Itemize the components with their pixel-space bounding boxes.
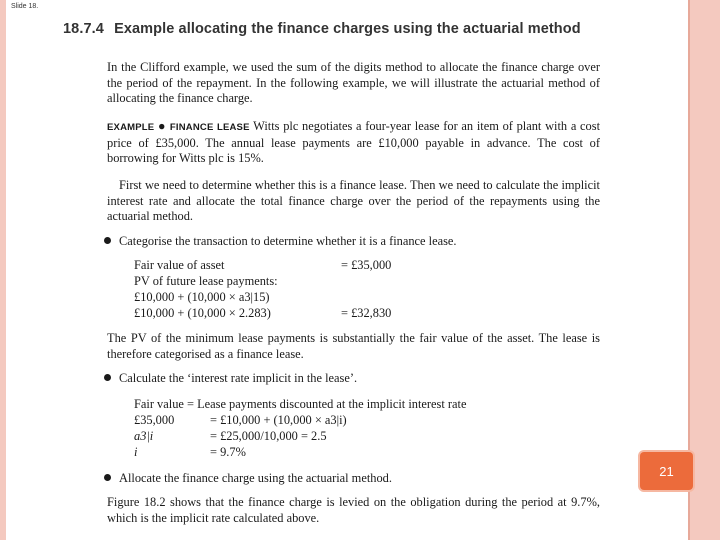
example-subject: FINANCE LEASE	[169, 122, 250, 133]
page-number-badge	[640, 452, 693, 490]
figure-paragraph: Figure 18.2 shows that the finance charge is levied on the obligation during the period at 9.7%, which is the implicit rate calculated above.	[107, 495, 600, 525]
calc2-row3-left: i	[134, 445, 138, 459]
calc-fair-value-label: Fair value of asset	[134, 258, 225, 272]
bullet-allocate-text: Allocate the finance charge using the actuarial method.	[119, 471, 392, 485]
bullet-calculate-text: Calculate the ‘interest rate implicit in the lease’.	[119, 371, 358, 385]
bullet-icon	[104, 474, 111, 481]
example-text: Witts plc negotiates a four-year lease for an item of plant with a cost price of £35,000. The annual lease payments are £10,000 payable in advance. The cost of borrowing for Witts plc is 15%.	[107, 119, 601, 166]
calc2-row3-right: = 9.7%	[210, 445, 246, 459]
calc-pv-line2: £10,000 + (10,000 × 2.283)	[134, 306, 271, 320]
bullet-calculate	[104, 371, 599, 387]
section-number: 18.7.4	[63, 21, 104, 37]
example-bullet-icon: ●	[158, 119, 167, 133]
calc-pv-line1: £10,000 + (10,000 × a3|15)	[134, 290, 270, 304]
calc2-header: Fair value = Lease payments discounted at the implicit interest rate	[134, 397, 467, 411]
scanned-page	[40, 0, 610, 540]
bullet-allocate	[104, 471, 599, 487]
calc-pv-value: = £32,830	[341, 306, 392, 320]
intro-paragraph: In the Clifford example, we used the sum of the digits method to allocate the finance charge over the period of the repayment. In the following example, we will illustrate the actuarial method of allocating the finance charge.	[107, 60, 600, 106]
bullet-categorise	[104, 234, 599, 250]
calc2-row1-left: £35,000	[134, 413, 175, 427]
calc-pv-label: PV of future lease payments:	[134, 274, 278, 288]
slide-label: Slide 18.	[11, 3, 39, 10]
page-number: 21	[659, 463, 674, 479]
example-paragraph	[107, 119, 600, 167]
bullet-icon	[104, 237, 111, 244]
example-label: EXAMPLE	[107, 122, 155, 133]
bullet-icon	[104, 374, 111, 381]
right-border-bar	[690, 0, 720, 540]
section-heading	[63, 21, 581, 37]
bullet-categorise-text: Categorise the transaction to determine whether it is a finance lease.	[119, 234, 457, 248]
left-border-bar	[0, 0, 6, 540]
calc-fair-value: = £35,000	[341, 258, 392, 272]
calc2-row2-right: = £25,000/10,000 = 2.5	[210, 429, 327, 443]
section-title: Example allocating the finance charges using the actuarial method	[114, 21, 581, 37]
calc2-row2-left: a3|i	[134, 429, 154, 443]
determine-paragraph: First we need to determine whether this is a finance lease. Then we need to calculate the implicit interest rate and allocate the total finance charge over the period of the repayments using the actuarial method.	[107, 178, 600, 224]
calc2-row1-right: = £10,000 + (10,000 × a3|i)	[210, 413, 347, 427]
categorised-paragraph: The PV of the minimum lease payments is substantially the fair value of the asset. The lease is therefore categorised as a finance lease.	[107, 331, 600, 361]
